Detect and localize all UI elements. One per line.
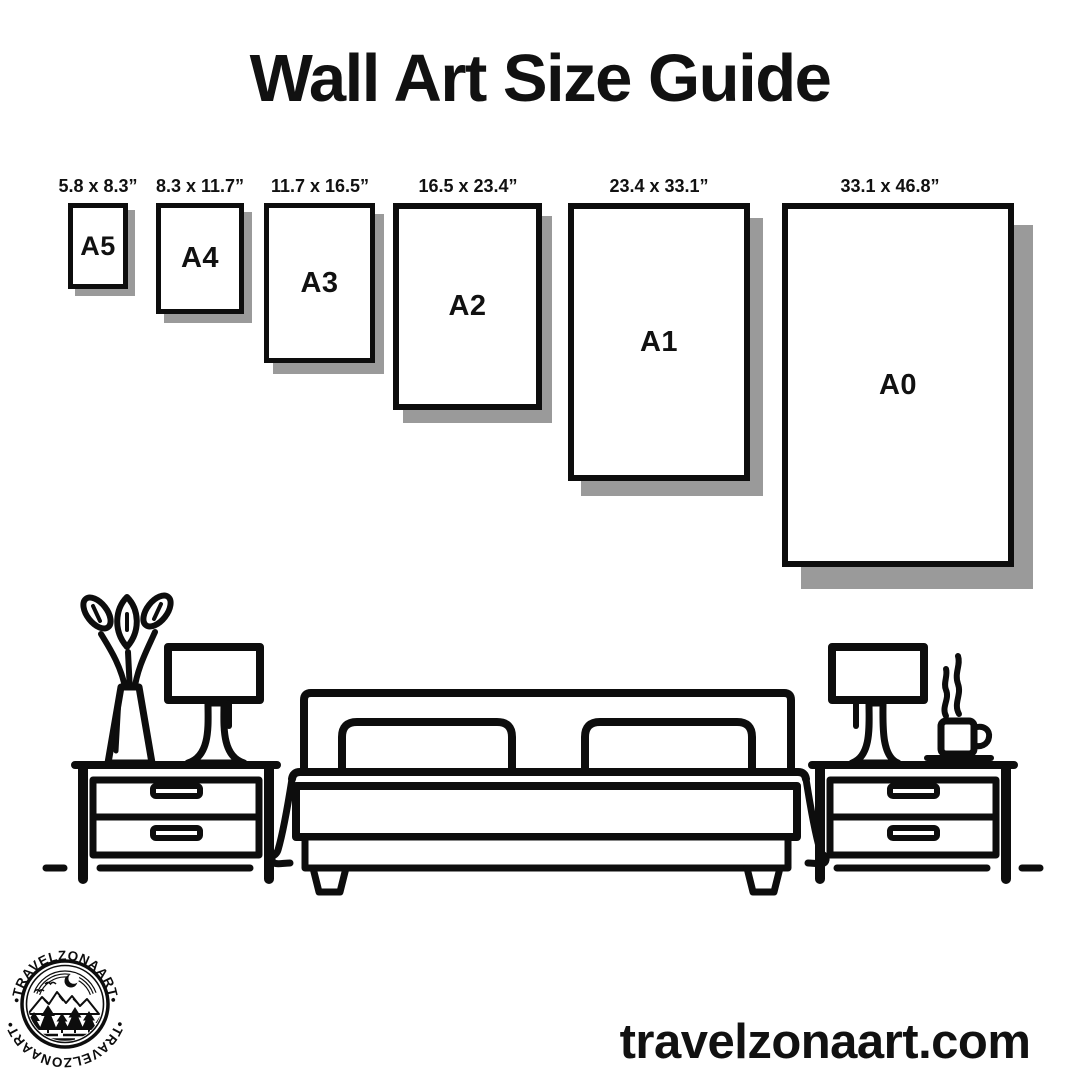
bed-foot-right [747,868,780,892]
coffee-mug-icon [927,656,991,758]
bed-foot-left [313,868,346,892]
nightstand-left-icon [75,765,277,879]
table-lamp-right-icon [832,647,924,763]
frame-a1-label: A1 [639,325,679,358]
frame-a5-label: A5 [80,230,116,261]
frame-a0-label: A0 [878,368,918,401]
nightstand-right-icon [812,765,1014,879]
frame-a2-dimensions: 16.5 x 23.4” [418,176,518,196]
bed-icon [272,693,826,892]
mug-body [941,721,974,754]
bed-base [305,837,788,868]
blanket-front [296,786,797,837]
mountains-icon [28,992,99,1014]
frame-a5-dimensions: 5.8 x 8.3” [58,176,138,196]
frame-a1-dimensions: 23.4 x 33.1” [609,176,709,196]
frame-a3-label: A3 [300,266,339,299]
frame-a0-dimensions: 33.1 x 46.8” [840,176,940,196]
steam-line [944,669,947,716]
frame-a2-label: A2 [448,290,487,322]
frame-a3-dimensions: 11.7 x 16.5” [270,176,370,196]
website-url: travelzonaart.com [619,1015,1031,1069]
pillow-left [342,722,512,774]
plant-vase-icon [78,591,176,763]
logo-emblem [26,971,106,1044]
frame-a4-dimensions: 8.3 x 11.7” [155,176,245,196]
frame-a4-label: A4 [180,242,220,274]
pillow-right [585,722,752,774]
birds-icon [35,982,56,991]
blanket-top-edge [292,772,806,779]
table-lamp-left-icon [168,647,260,763]
logo-arc-text-top: •TRAVELZONAART• [8,947,122,1004]
blanket-drape-left [272,779,292,864]
logo-arc-text-bottom: •TRAVELZONAART• [2,1019,128,1071]
steam-line [957,656,959,714]
svg-text:•TRAVELZONAART• [9,948,121,1003]
page-title: Wall Art Size Guide [249,41,831,116]
brand-logo [2,948,127,1070]
